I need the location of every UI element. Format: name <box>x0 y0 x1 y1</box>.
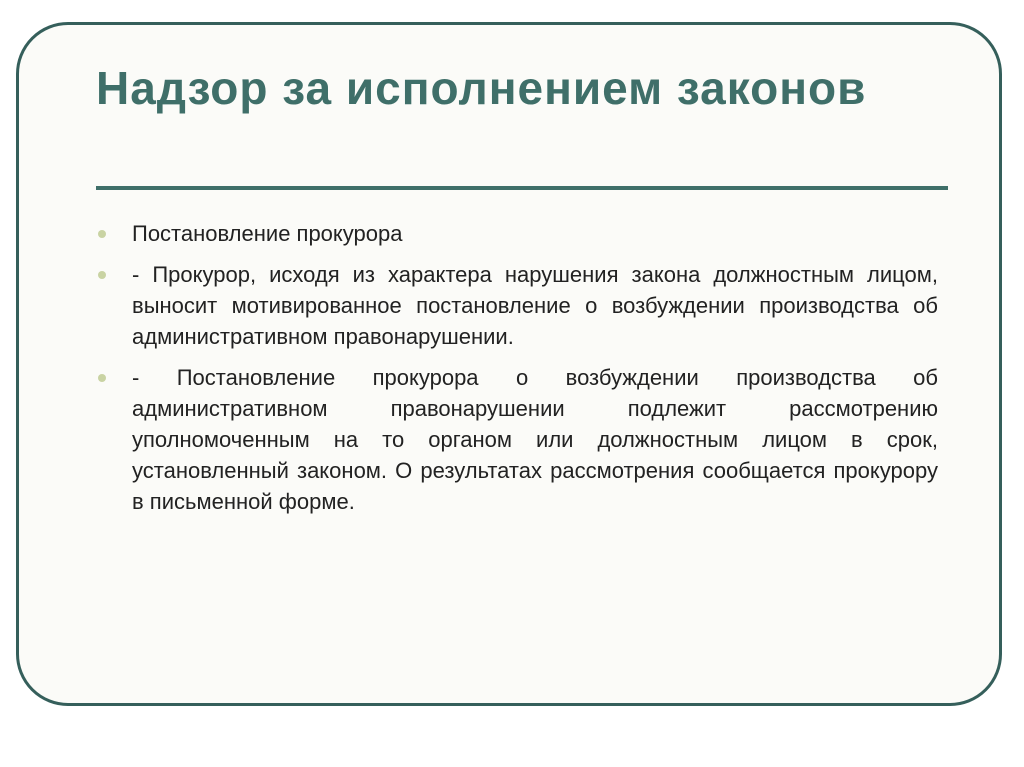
bullet-text-3: - Постановление прокурора о возбуждении производства об административном правонарушении подлежит рассмотрению уполномоченным на то органом или должностным лицом в срок, установленный законом. О результатах рассмотрения сообщается прокурору в письменной форме. <box>132 365 938 514</box>
bullet-marker-icon <box>98 230 106 238</box>
slide-title: Надзор за исполнением законов <box>96 62 867 114</box>
bullet-list <box>98 218 938 527</box>
bullet-text-1: Постановление прокурора <box>132 221 403 246</box>
bullet-item-2 <box>98 259 938 352</box>
bullet-marker-icon <box>98 374 106 382</box>
title-divider <box>96 186 948 190</box>
bullet-marker-icon <box>98 271 106 279</box>
bullet-item-3 <box>98 362 938 517</box>
bullet-item-1 <box>98 218 938 249</box>
bullet-text-2: - Прокурор, исходя из характера нарушения закона должностным лицом, выносит мотивированное постановление о возбуждении производства об административном правонарушении. <box>132 262 938 349</box>
